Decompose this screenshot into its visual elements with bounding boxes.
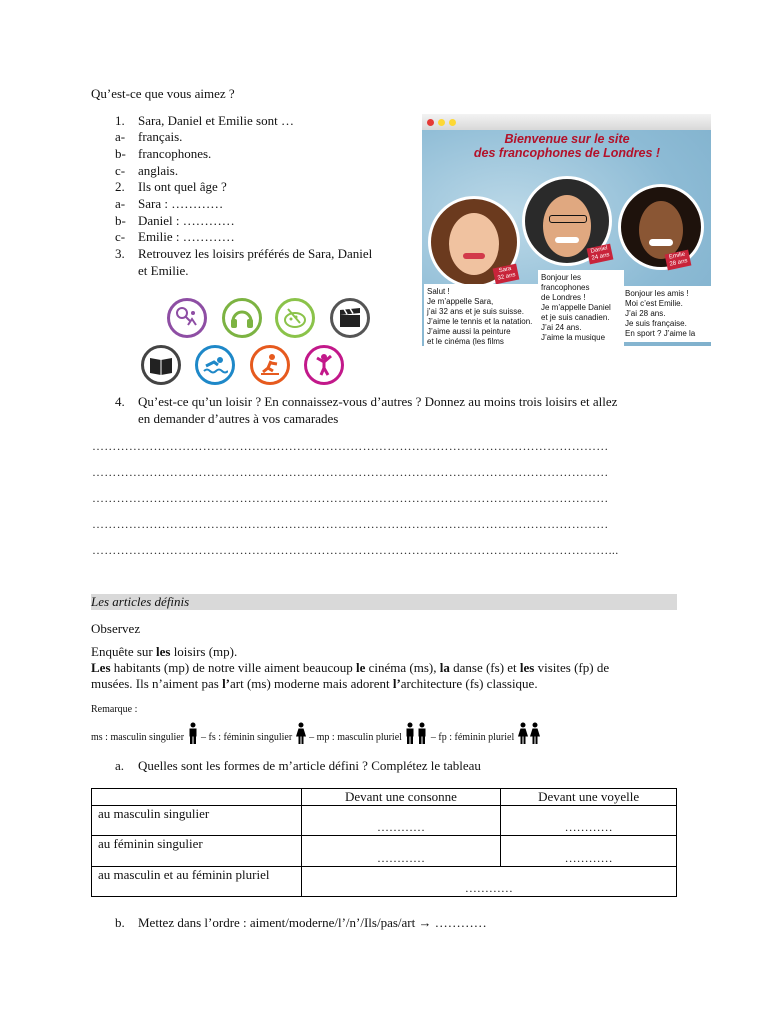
row-label: au masculin et au féminin pluriel (92, 867, 302, 897)
example-line3: musées. Ils n’aiment pas l’art (ms) moderne mais adorent l’architecture (fs) classique. (91, 676, 538, 691)
qa-text: Quelles sont les formes de m’article défini ? Complétez le tableau (138, 758, 481, 773)
browser-dot-icon (427, 119, 434, 126)
table-row (92, 806, 677, 836)
legend-ms: ms : masculin singulier (91, 732, 185, 743)
table-header-cell (92, 789, 302, 806)
qa-letter: a. (115, 758, 125, 773)
q2-number: 2. (115, 179, 125, 194)
two-women-icon (517, 722, 541, 744)
qb-text: Mettez dans l’ordre : aiment/moderne/l’/n’/Ils/pas/art → ………… (138, 915, 487, 930)
browser-dot-icon (449, 119, 456, 126)
browser-dot-icon (438, 119, 445, 126)
row-label: au masculin singulier (92, 806, 302, 836)
two-men-icon (404, 722, 428, 744)
answer-line[interactable]: ……………………………………………………………………………………………………………… (92, 491, 609, 505)
q1-option-letter: c- (115, 163, 126, 178)
q4-text-line2: en demander d’autres à vos camarades (138, 411, 339, 426)
legend-mp: – mp : masculin pluriel (309, 732, 402, 743)
legend-fs: – fs : féminin singulier (201, 732, 293, 743)
answer-cell[interactable]: ………… (301, 806, 501, 836)
answer-line[interactable]: ………………………………………………………………………………………………………………... (92, 543, 619, 557)
q2-text: Ils ont quel âge ? (138, 179, 227, 194)
legend-fp: – fp : féminin pluriel (430, 732, 515, 743)
q1-number: 1. (115, 113, 125, 128)
definite-articles-table (91, 788, 677, 897)
daniel-age-tag: Daniel 24 ans (587, 244, 614, 265)
q4-number: 4. (115, 394, 125, 409)
q3-text-line1: Retrouvez les loisirs préférés de Sara, Daniel (138, 246, 373, 261)
q1-option-letter: a- (115, 129, 126, 144)
example-line2: Les habitants (mp) de notre ville aiment beaucoup le cinéma (ms), la danse (fs) et les visites (fp) de (91, 660, 610, 675)
q2-option-letter: c- (115, 229, 126, 244)
emilie-speech-bubble: Bonjour les amis ! Moi c’est Emilie. J’ai 28 ans. Je suis française. En sport ? J’aime la (622, 286, 711, 342)
q2-option-letter: b- (115, 213, 126, 228)
browser-bar (422, 114, 711, 130)
row-label: au féminin singulier (92, 836, 302, 867)
answer-line[interactable]: ……………………………………………………………………………………………………………… (92, 517, 609, 531)
woman-icon (295, 722, 307, 744)
table-header-cell: Devant une voyelle (501, 789, 677, 806)
swimming-icon (195, 345, 235, 385)
tennis-icon (167, 298, 207, 338)
observez-label: Observez (91, 621, 141, 636)
banner-title (432, 132, 702, 160)
table-header-row (92, 789, 677, 806)
answer-cell[interactable]: ………… (501, 806, 677, 836)
worksheet-heading: Qu’est-ce que vous aimez ? (91, 86, 235, 101)
section-title: Les articles définis (91, 594, 677, 610)
francophones-website-banner (422, 114, 711, 346)
reading-icon (141, 345, 181, 385)
sara-age-tag: Sara 32 ans (493, 264, 520, 285)
q2-option-text: Emilie : ………… (138, 229, 235, 244)
q1-option-text: français. (138, 129, 183, 144)
q1-text: Sara, Daniel et Emilie sont … (138, 113, 294, 128)
q1-option-letter: b- (115, 146, 126, 161)
daniel-speech-bubble: Bonjour les francophones de Londres ! Je m’appelle Daniel et je suis canadien. J’ai 24 ans. J’aime la musique (538, 270, 624, 346)
emilie-age-tag: Emilie 28 ans (665, 250, 692, 271)
answer-cell[interactable]: ………… (301, 836, 501, 867)
banner-title-line1: Bienvenue sur le site (504, 132, 630, 146)
answer-line[interactable]: ……………………………………………………………………………………………………………… (92, 465, 609, 479)
q4-text-line1: Qu’est-ce qu’un loisir ? En connaissez-vous d’autres ? Donnez au moins trois loisirs et allez (138, 394, 618, 409)
dancing-icon (304, 345, 344, 385)
q2-option-letter: a- (115, 196, 126, 211)
remarque-label: Remarque : (91, 704, 138, 715)
q3-number: 3. (115, 246, 125, 261)
qb-letter: b. (115, 915, 125, 930)
emilie-photo (618, 184, 704, 270)
table-row (92, 867, 677, 897)
cinema-icon (330, 298, 370, 338)
answer-cell[interactable]: ………… (301, 867, 676, 897)
q2-option-text: Daniel : ………… (138, 213, 235, 228)
table-header-cell: Devant une consonne (301, 789, 501, 806)
banner-title-line2: des francophones de Londres ! (473, 146, 661, 160)
q1-option-text: francophones. (138, 146, 212, 161)
answer-cell[interactable]: ………… (501, 836, 677, 867)
answer-line[interactable]: ……………………………………………………………………………………………………………… (92, 439, 609, 453)
q3-text-line2: et Emilie. (138, 263, 189, 278)
painting-icon (275, 298, 315, 338)
table-row (92, 836, 677, 867)
example-line1: Enquête sur les loisirs (mp). (91, 644, 238, 659)
gender-number-legend (91, 722, 541, 750)
sara-speech-bubble: Salut ! Je m’appelle Sara, j’ai 32 ans et je suis suisse. J’aime le tennis et la natation. J’aime aussi la peinture et le cinéma (les films (424, 284, 540, 346)
q1-option-text: anglais. (138, 163, 179, 178)
man-icon (187, 722, 199, 744)
running-icon (250, 345, 290, 385)
headphones-icon (222, 298, 262, 338)
q2-option-text: Sara : ………… (138, 196, 224, 211)
